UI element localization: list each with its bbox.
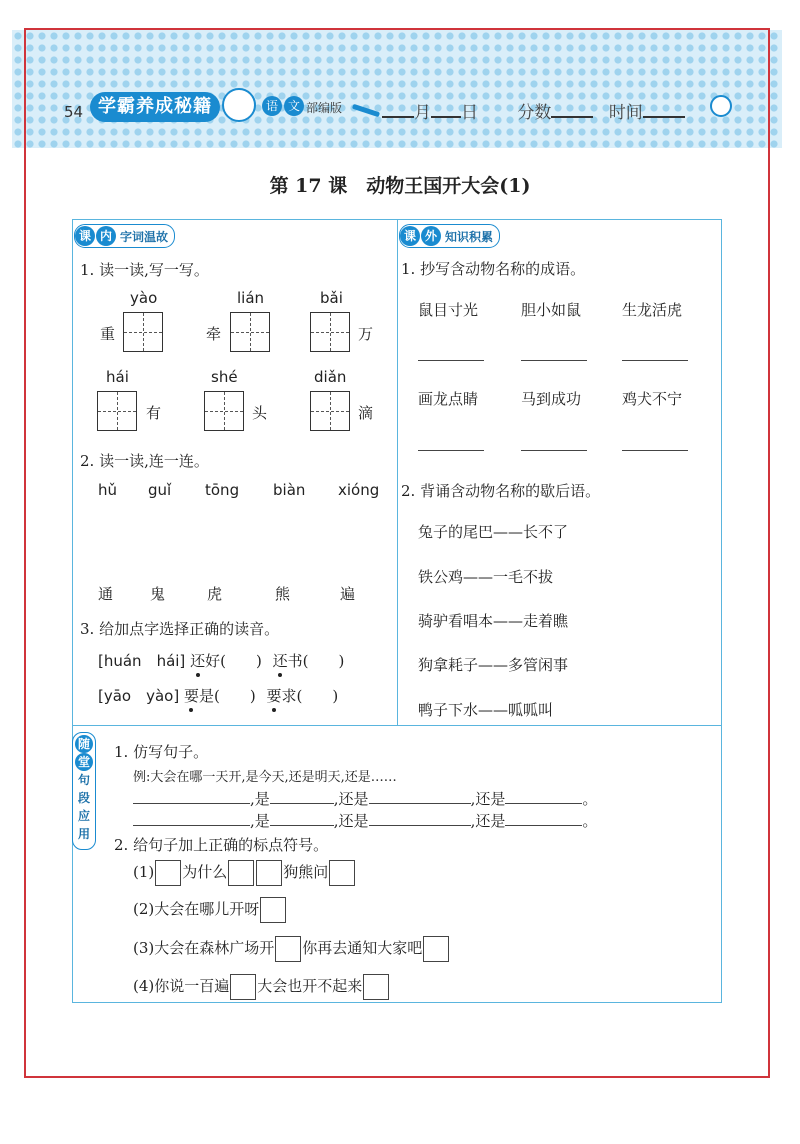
- text-fragment: ,还是: [470, 812, 506, 830]
- edition-label: 部编版: [306, 101, 343, 115]
- punctuation-box[interactable]: [228, 860, 254, 886]
- section-right-box: [397, 219, 722, 726]
- text-fragment: 为什么: [182, 863, 228, 881]
- subject-char: 语: [262, 96, 282, 116]
- match-pinyin[interactable]: guǐ: [148, 481, 172, 499]
- saying: 狗拿耗子——多管闲事: [418, 656, 569, 674]
- dotted-char: 还: [272, 652, 288, 670]
- tianzige-box[interactable]: [123, 312, 163, 352]
- left-q2-prompt: 2. 读一读,连一连。: [80, 452, 209, 470]
- pinyin: bǎi: [320, 289, 343, 307]
- reading-line: [98, 650, 344, 671]
- saying: 鸭子下水——呱呱叫: [418, 701, 554, 719]
- pinyin: shé: [211, 368, 238, 386]
- given-char: 头: [252, 404, 268, 422]
- pinyin: diǎn: [314, 368, 347, 386]
- dotted-char: 要: [266, 687, 282, 705]
- pinyin: lián: [237, 289, 265, 307]
- right-q1-prompt: 1. 抄写含动物名称的成语。: [401, 260, 586, 278]
- tag-char: 用: [77, 827, 90, 841]
- given-char: 牵: [206, 325, 222, 343]
- month-blank[interactable]: [382, 102, 414, 118]
- tag-char: 句: [77, 773, 90, 787]
- copy-line[interactable]: [521, 360, 587, 361]
- text-fragment: ,是: [250, 812, 270, 830]
- tag-char: 随: [75, 735, 93, 753]
- pinyin-options: [yāo yào]: [98, 687, 180, 705]
- idiom: 画龙点睛: [418, 390, 479, 408]
- idiom: 鸡犬不宁: [622, 390, 683, 408]
- tag-char: 堂: [75, 753, 93, 771]
- tianzige-box[interactable]: [97, 391, 137, 431]
- match-pinyin[interactable]: tōng: [205, 481, 240, 499]
- punctuation-line: [133, 859, 356, 886]
- imitation-line: [133, 810, 597, 831]
- pinyin: yào: [130, 289, 158, 307]
- tag-text: 知识积累: [445, 229, 494, 244]
- fill-blank[interactable]: [133, 789, 250, 804]
- left-q3-prompt: 3. 给加点字选择正确的读音。: [80, 620, 280, 638]
- match-pinyin[interactable]: biàn: [273, 481, 306, 499]
- dotted-char: 要: [183, 687, 199, 705]
- match-char[interactable]: 熊: [275, 585, 291, 603]
- subject-char: 文: [284, 96, 304, 116]
- match-char[interactable]: 遍: [340, 585, 356, 603]
- match-pinyin[interactable]: hǔ: [98, 481, 118, 499]
- punctuation-box[interactable]: [329, 860, 355, 886]
- punctuation-box[interactable]: [260, 897, 286, 923]
- text-fragment: (4)你说一百遍: [133, 977, 230, 995]
- tianzige-box[interactable]: [310, 312, 350, 352]
- fill-blank[interactable]: [270, 811, 334, 826]
- idiom: 生龙活虎: [622, 301, 683, 319]
- given-char: 滴: [358, 404, 374, 422]
- copy-line[interactable]: [622, 360, 688, 361]
- copy-line[interactable]: [418, 450, 484, 451]
- page-number: 54: [64, 103, 84, 121]
- right-q2-prompt: 2. 背诵含动物名称的歇后语。: [401, 482, 601, 500]
- pinyin-options: [huán hái]: [98, 652, 186, 670]
- text-fragment: (1): [133, 863, 155, 881]
- text-fragment: ,还是: [333, 790, 369, 808]
- text-fragment: 你再去通知大家吧: [302, 939, 423, 957]
- text-fragment: 大会也开不起来: [257, 977, 363, 995]
- month-label: 月: [414, 103, 431, 123]
- reading-line: [98, 685, 338, 706]
- bottom-q1-prompt: 1. 仿写句子。: [114, 743, 209, 761]
- left-q1-prompt: 1. 读一读,写一写。: [80, 261, 209, 279]
- text-fragment: ,是: [250, 790, 270, 808]
- section-tag-right: [399, 224, 500, 248]
- tag-char: 段: [77, 791, 90, 805]
- saying: 铁公鸡——一毛不拔: [418, 568, 554, 586]
- punctuation-line: [133, 973, 390, 1000]
- time-blank[interactable]: [643, 102, 685, 118]
- imitation-line: [133, 788, 597, 809]
- saying: 骑驴看唱本——走着瞧: [418, 612, 569, 630]
- tianzige-box[interactable]: [204, 391, 244, 431]
- text-fragment: 。: [582, 812, 598, 830]
- subject-badge: [262, 96, 304, 116]
- date-score-fields: [382, 98, 685, 123]
- idiom: 鼠目寸光: [418, 301, 479, 319]
- clock-icon: [710, 95, 732, 117]
- answer-slot[interactable]: 求( ): [281, 687, 339, 705]
- dotted-char: 还: [190, 652, 206, 670]
- text-fragment: 狗熊问: [283, 863, 329, 881]
- saying: 兔子的尾巴——长不了: [418, 523, 569, 541]
- score-label: 分数: [517, 103, 552, 123]
- punctuation-box[interactable]: [230, 974, 256, 1000]
- score-blank[interactable]: [551, 102, 593, 118]
- tag-char: 课: [75, 226, 95, 246]
- match-pinyin[interactable]: xióng: [338, 481, 380, 499]
- tag-char: 应: [77, 809, 90, 823]
- brand-label: 学霸养成秘籍: [90, 92, 220, 122]
- day-blank[interactable]: [431, 102, 461, 118]
- copy-line[interactable]: [418, 360, 484, 361]
- idiom: 马到成功: [521, 390, 582, 408]
- idiom: 胆小如鼠: [521, 301, 582, 319]
- punctuation-box[interactable]: [256, 860, 282, 886]
- punctuation-box[interactable]: [275, 936, 301, 962]
- answer-slot[interactable]: 好( ): [205, 652, 262, 670]
- match-char[interactable]: 通: [98, 585, 114, 603]
- match-char[interactable]: 鬼: [150, 585, 166, 603]
- tag-char: 课: [400, 226, 420, 246]
- text-fragment: (3)大会在森林广场开: [133, 939, 275, 957]
- day-label: 日: [461, 103, 478, 123]
- tianzige-box[interactable]: [230, 312, 270, 352]
- tianzige-box[interactable]: [310, 391, 350, 431]
- bottom-q2-prompt: 2. 给句子加上正确的标点符号。: [114, 836, 329, 854]
- tag-char: 外: [421, 226, 441, 246]
- fill-blank[interactable]: [505, 789, 582, 804]
- punctuation-box[interactable]: [155, 860, 181, 886]
- tag-text: 字词温故: [120, 229, 169, 244]
- fill-blank[interactable]: [270, 789, 334, 804]
- given-char: 重: [100, 325, 116, 343]
- punctuation-box[interactable]: [363, 974, 389, 1000]
- mascot-icon: [222, 88, 256, 122]
- section-tag-left: [74, 224, 175, 248]
- text-fragment: 。: [582, 790, 598, 808]
- text-fragment: (2)大会在哪儿开呀: [133, 900, 260, 918]
- fill-blank[interactable]: [369, 811, 471, 826]
- page-title: 第 17 课 动物王国开大会(1): [269, 175, 531, 197]
- text-fragment: ,还是: [470, 790, 506, 808]
- answer-slot[interactable]: 书( ): [287, 652, 345, 670]
- example-sentence: 例:大会在哪一天开,是今天,还是明天,还是……: [133, 770, 397, 785]
- tag-char: 内: [96, 226, 116, 246]
- time-label: 时间: [608, 103, 643, 123]
- fill-blank[interactable]: [133, 811, 250, 826]
- match-char[interactable]: 虎: [207, 585, 223, 603]
- text-fragment: ,还是: [333, 812, 369, 830]
- given-char: 有: [146, 404, 162, 422]
- copy-line[interactable]: [622, 450, 688, 451]
- given-char: 万: [358, 325, 374, 343]
- pinyin: hái: [106, 368, 129, 386]
- punctuation-box[interactable]: [423, 936, 449, 962]
- fill-blank[interactable]: [505, 811, 582, 826]
- punctuation-line: [133, 896, 287, 923]
- section-tag-bottom: [72, 732, 96, 850]
- answer-slot[interactable]: 是( ): [199, 687, 256, 705]
- punctuation-line: [133, 935, 450, 962]
- fill-blank[interactable]: [369, 789, 471, 804]
- copy-line[interactable]: [521, 450, 587, 451]
